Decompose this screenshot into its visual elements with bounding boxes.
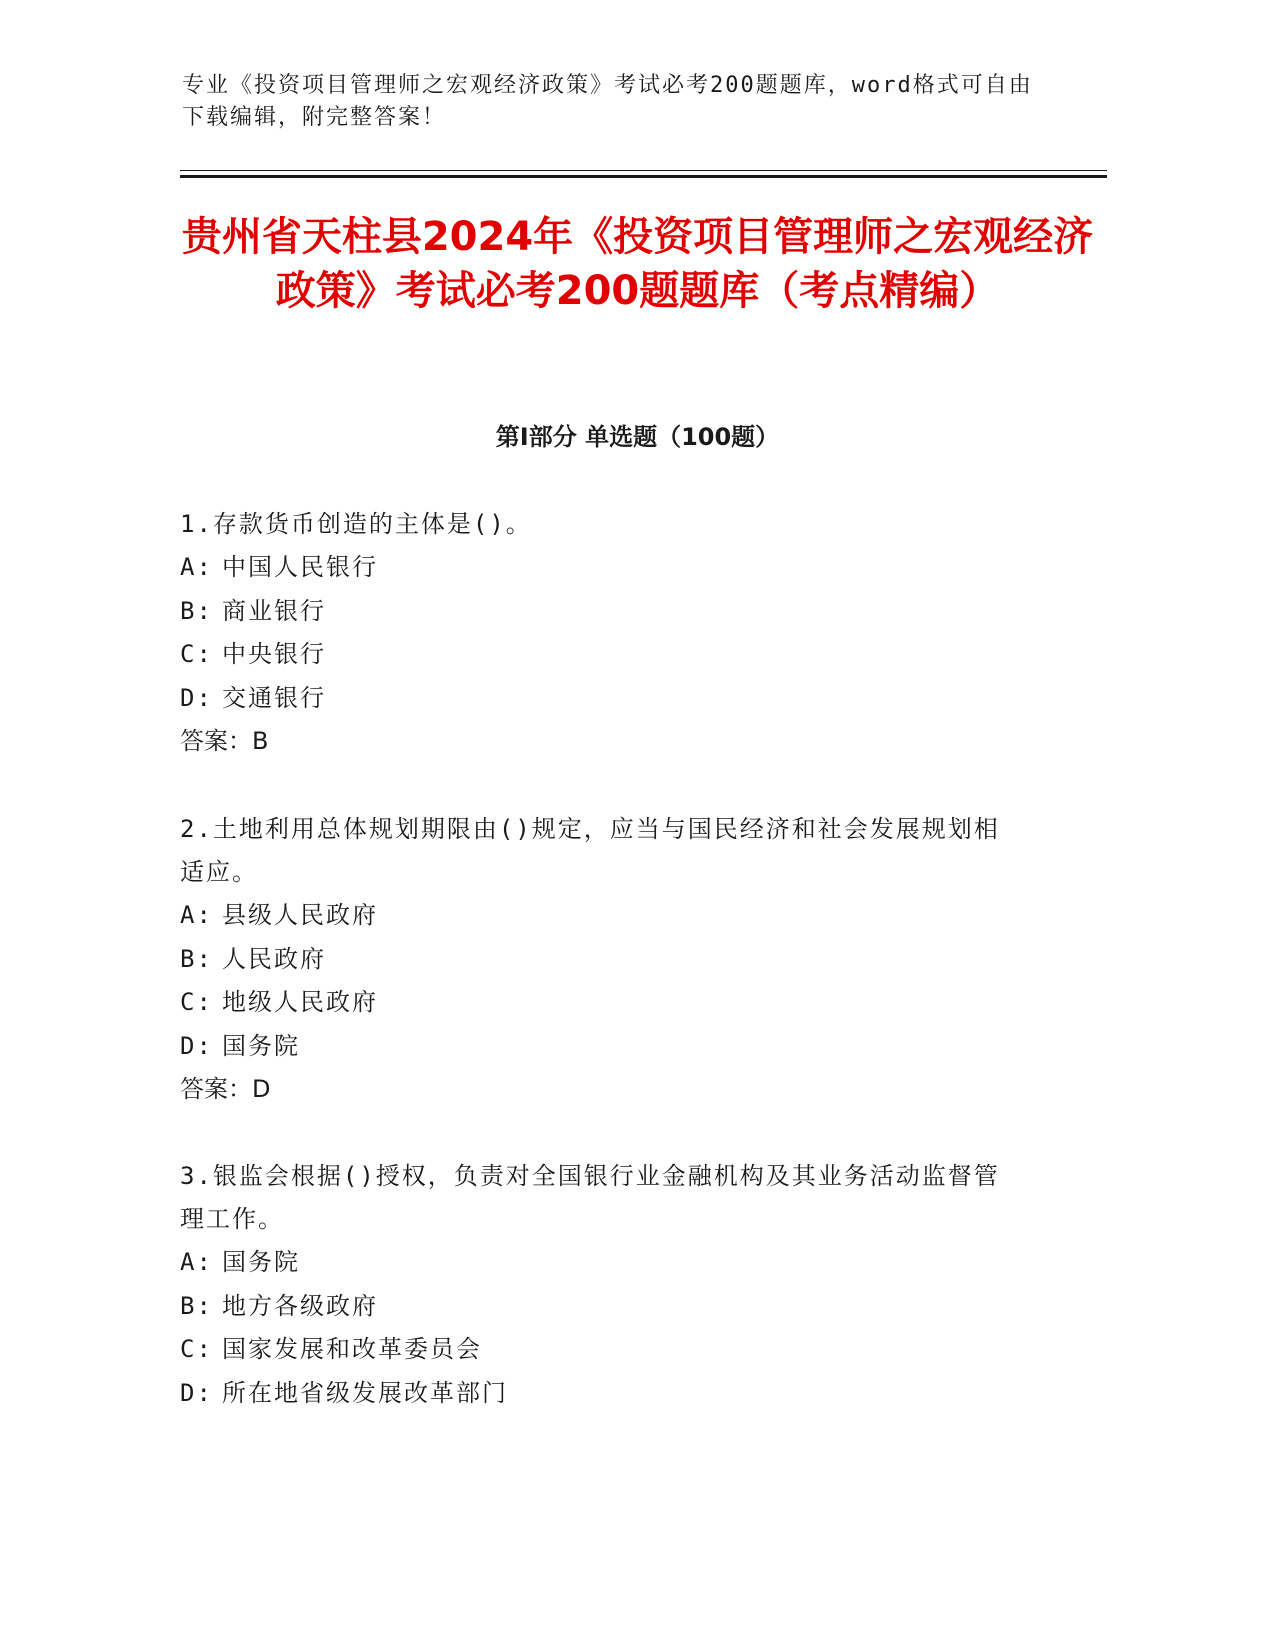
option-key: A: bbox=[180, 901, 213, 929]
option-text: 中央银行 bbox=[222, 640, 326, 668]
option-key: D: bbox=[180, 1378, 213, 1407]
option-text: 国务院 bbox=[222, 1031, 300, 1060]
option-text: 县级人民政府 bbox=[222, 901, 378, 929]
option-d bbox=[180, 1372, 1020, 1416]
option-text: 所在地省级发展改革部门 bbox=[222, 1378, 508, 1407]
header-rule-thin bbox=[180, 170, 1107, 171]
question-3 bbox=[180, 1155, 1020, 1415]
option-key: C: bbox=[180, 640, 213, 668]
question-1 bbox=[180, 503, 1020, 763]
question-2 bbox=[180, 808, 1020, 1111]
document-title: 贵州省天柱县2024年《投资项目管理师之宏观经济政策》考试必考200题题库（考点精编） bbox=[181, 214, 1094, 314]
option-key: B: bbox=[180, 1291, 213, 1320]
option-text: 中国人民银行 bbox=[222, 553, 378, 581]
option-text: 交通银行 bbox=[222, 683, 326, 712]
question-stem: 1.存款货币创造的主体是()。 bbox=[180, 510, 532, 538]
option-c bbox=[180, 1328, 1020, 1372]
option-key: D: bbox=[180, 1031, 213, 1060]
option-key: D: bbox=[180, 683, 213, 712]
option-b bbox=[180, 590, 1020, 634]
option-text: 国务院 bbox=[222, 1248, 300, 1276]
option-text: 国家发展和改革委员会 bbox=[222, 1335, 482, 1363]
option-d bbox=[180, 1025, 1020, 1069]
option-key: A: bbox=[180, 553, 213, 581]
section-heading: 第I部分 单选题（100题） bbox=[495, 423, 780, 451]
option-key: B: bbox=[180, 944, 213, 973]
option-c bbox=[180, 633, 1020, 677]
option-text: 商业银行 bbox=[222, 596, 326, 625]
option-text: 地方各级政府 bbox=[222, 1291, 378, 1320]
option-b bbox=[180, 938, 1020, 982]
answer: 答案：B bbox=[180, 727, 269, 755]
option-a bbox=[180, 1241, 1020, 1285]
header-rule-thick bbox=[180, 175, 1107, 178]
option-a bbox=[180, 546, 1020, 590]
option-a bbox=[180, 894, 1020, 938]
option-d bbox=[180, 677, 1020, 721]
header-note: 专业《投资项目管理师之宏观经济政策》考试必考200题题库，word格式可自由下载编辑，附完整答案！ bbox=[182, 73, 1033, 130]
option-key: A: bbox=[180, 1248, 213, 1276]
option-key: C: bbox=[180, 988, 213, 1016]
question-stem: 3.银监会根据()授权，负责对全国银行业金融机构及其业务活动监督管理工作。 bbox=[180, 1162, 1000, 1233]
option-c bbox=[180, 981, 1020, 1025]
option-text: 人民政府 bbox=[222, 944, 326, 973]
answer: 答案：D bbox=[180, 1075, 271, 1103]
option-b bbox=[180, 1285, 1020, 1329]
option-text: 地级人民政府 bbox=[222, 988, 378, 1016]
option-key: B: bbox=[180, 596, 213, 625]
question-stem: 2.土地利用总体规划期限由()规定，应当与国民经济和社会发展规划相适应。 bbox=[180, 815, 1000, 886]
option-key: C: bbox=[180, 1335, 213, 1363]
